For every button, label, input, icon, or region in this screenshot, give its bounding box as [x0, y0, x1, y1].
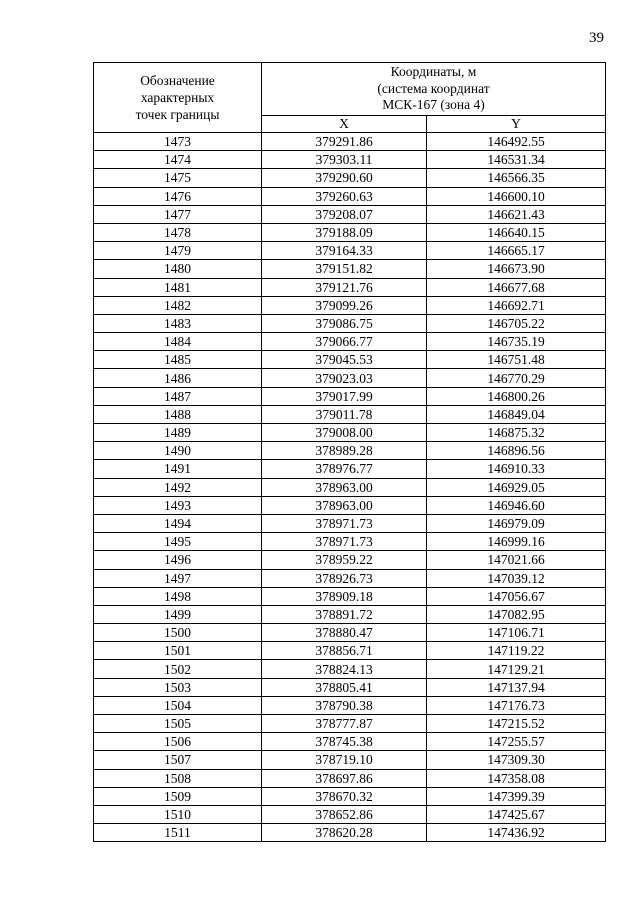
x-coordinate-cell: 378971.73	[262, 514, 427, 532]
point-id-cell: 1477	[94, 205, 262, 223]
point-id-cell: 1500	[94, 624, 262, 642]
table-row	[94, 642, 606, 660]
x-coordinate-cell: 379260.63	[262, 187, 427, 205]
point-header-line2: характерных	[140, 90, 215, 105]
point-id-cell: 1493	[94, 496, 262, 514]
table-row	[94, 496, 606, 514]
y-coordinate-cell: 146705.22	[427, 314, 606, 332]
y-coordinate-cell: 147119.22	[427, 642, 606, 660]
x-coordinate-cell: 378790.38	[262, 696, 427, 714]
point-id-cell: 1482	[94, 296, 262, 314]
y-coordinate-cell: 147039.12	[427, 569, 606, 587]
x-coordinate-cell: 379121.76	[262, 278, 427, 296]
x-coordinate-cell: 379188.09	[262, 223, 427, 241]
y-coordinate-cell: 146531.34	[427, 151, 606, 169]
table-row	[94, 333, 606, 351]
y-coordinate-cell: 146492.55	[427, 133, 606, 151]
y-coordinate-cell: 146979.09	[427, 514, 606, 532]
table-row	[94, 351, 606, 369]
point-id-cell: 1510	[94, 805, 262, 823]
table-row	[94, 278, 606, 296]
point-id-cell: 1488	[94, 405, 262, 423]
y-coordinate-cell: 146929.05	[427, 478, 606, 496]
table-row	[94, 624, 606, 642]
table-row	[94, 151, 606, 169]
table-row	[94, 551, 606, 569]
y-coordinate-cell: 146692.71	[427, 296, 606, 314]
table-row	[94, 751, 606, 769]
x-coordinate-cell: 379066.77	[262, 333, 427, 351]
x-coordinate-cell: 378805.41	[262, 678, 427, 696]
x-coordinate-cell: 379151.82	[262, 260, 427, 278]
point-column-header	[94, 63, 262, 133]
point-id-cell: 1507	[94, 751, 262, 769]
x-coordinate-cell: 379303.11	[262, 151, 427, 169]
table-row	[94, 533, 606, 551]
point-id-cell: 1511	[94, 824, 262, 842]
y-coordinate-cell: 147215.52	[427, 715, 606, 733]
x-coordinate-cell: 378971.73	[262, 533, 427, 551]
table-row	[94, 660, 606, 678]
table-row	[94, 769, 606, 787]
point-id-cell: 1504	[94, 696, 262, 714]
point-id-cell: 1487	[94, 387, 262, 405]
x-coordinate-cell: 378880.47	[262, 624, 427, 642]
x-coordinate-cell: 378976.77	[262, 460, 427, 478]
y-coordinate-cell: 146800.26	[427, 387, 606, 405]
point-id-cell: 1503	[94, 678, 262, 696]
point-id-cell: 1481	[94, 278, 262, 296]
point-id-cell: 1485	[94, 351, 262, 369]
x-coordinate-cell: 379208.07	[262, 205, 427, 223]
y-coordinate-cell: 146849.04	[427, 405, 606, 423]
table-row	[94, 787, 606, 805]
table-row	[94, 587, 606, 605]
x-coordinate-cell: 378926.73	[262, 569, 427, 587]
table-row	[94, 296, 606, 314]
table-row	[94, 514, 606, 532]
x-coordinate-cell: 378652.86	[262, 805, 427, 823]
x-coordinate-cell: 379099.26	[262, 296, 427, 314]
coords-header-line1: Координаты, м	[390, 64, 477, 79]
x-coordinate-cell: 378959.22	[262, 551, 427, 569]
y-coordinate-cell: 147425.67	[427, 805, 606, 823]
point-header-line3: точек границы	[135, 107, 220, 122]
table-row	[94, 696, 606, 714]
point-header-line1: Обозначение	[140, 73, 215, 88]
y-coordinate-cell: 147255.57	[427, 733, 606, 751]
y-coordinate-cell: 146735.19	[427, 333, 606, 351]
point-id-cell: 1476	[94, 187, 262, 205]
y-coordinate-cell: 146677.68	[427, 278, 606, 296]
x-coordinate-cell: 378697.86	[262, 769, 427, 787]
y-coordinate-cell: 146621.43	[427, 205, 606, 223]
y-coordinate-cell: 147129.21	[427, 660, 606, 678]
x-coordinate-cell: 379086.75	[262, 314, 427, 332]
point-id-cell: 1478	[94, 223, 262, 241]
x-coordinate-cell: 378777.87	[262, 715, 427, 733]
x-coordinate-cell: 379164.33	[262, 242, 427, 260]
x-coordinate-cell: 379290.60	[262, 169, 427, 187]
x-column-header: X	[262, 115, 427, 133]
point-id-cell: 1492	[94, 478, 262, 496]
x-coordinate-cell: 379008.00	[262, 424, 427, 442]
coordinates-table	[93, 62, 606, 842]
table-row	[94, 442, 606, 460]
table-row	[94, 169, 606, 187]
y-column-header: Y	[427, 115, 606, 133]
table-row	[94, 369, 606, 387]
table-row	[94, 260, 606, 278]
x-coordinate-cell: 379045.53	[262, 351, 427, 369]
point-id-cell: 1509	[94, 787, 262, 805]
point-id-cell: 1479	[94, 242, 262, 260]
point-id-cell: 1505	[94, 715, 262, 733]
table-row	[94, 133, 606, 151]
table-row	[94, 715, 606, 733]
x-coordinate-cell: 378856.71	[262, 642, 427, 660]
point-id-cell: 1483	[94, 314, 262, 332]
table-row	[94, 405, 606, 423]
y-coordinate-cell: 147309.30	[427, 751, 606, 769]
point-id-cell: 1494	[94, 514, 262, 532]
y-coordinate-cell: 147082.95	[427, 605, 606, 623]
point-id-cell: 1480	[94, 260, 262, 278]
point-id-cell: 1489	[94, 424, 262, 442]
point-id-cell: 1501	[94, 642, 262, 660]
x-coordinate-cell: 378989.28	[262, 442, 427, 460]
point-id-cell: 1495	[94, 533, 262, 551]
table-row	[94, 387, 606, 405]
page-number: 39	[589, 30, 604, 46]
table-row	[94, 733, 606, 751]
x-coordinate-cell: 379291.86	[262, 133, 427, 151]
y-coordinate-cell: 146566.35	[427, 169, 606, 187]
table-row	[94, 314, 606, 332]
table-row	[94, 605, 606, 623]
point-id-cell: 1475	[94, 169, 262, 187]
x-coordinate-cell: 379011.78	[262, 405, 427, 423]
point-id-cell: 1497	[94, 569, 262, 587]
table-row	[94, 205, 606, 223]
x-coordinate-cell: 378719.10	[262, 751, 427, 769]
x-coordinate-cell: 378891.72	[262, 605, 427, 623]
table-row	[94, 424, 606, 442]
point-id-cell: 1498	[94, 587, 262, 605]
point-id-cell: 1491	[94, 460, 262, 478]
point-id-cell: 1496	[94, 551, 262, 569]
point-id-cell: 1484	[94, 333, 262, 351]
coordinates-column-header	[262, 63, 606, 116]
x-coordinate-cell: 378745.38	[262, 733, 427, 751]
y-coordinate-cell: 147106.71	[427, 624, 606, 642]
table-header	[94, 63, 606, 133]
point-id-cell: 1506	[94, 733, 262, 751]
table-row	[94, 242, 606, 260]
x-coordinate-cell: 378824.13	[262, 660, 427, 678]
y-coordinate-cell: 146640.15	[427, 223, 606, 241]
y-coordinate-cell: 147021.66	[427, 551, 606, 569]
y-coordinate-cell: 146910.33	[427, 460, 606, 478]
point-id-cell: 1486	[94, 369, 262, 387]
table-row	[94, 478, 606, 496]
y-coordinate-cell: 146999.16	[427, 533, 606, 551]
table-row	[94, 678, 606, 696]
point-id-cell: 1490	[94, 442, 262, 460]
y-coordinate-cell: 146770.29	[427, 369, 606, 387]
y-coordinate-cell: 147436.92	[427, 824, 606, 842]
table-body	[94, 133, 606, 842]
y-coordinate-cell: 146896.56	[427, 442, 606, 460]
x-coordinate-cell: 378963.00	[262, 478, 427, 496]
y-coordinate-cell: 147056.67	[427, 587, 606, 605]
y-coordinate-cell: 146875.32	[427, 424, 606, 442]
y-coordinate-cell: 147137.94	[427, 678, 606, 696]
point-id-cell: 1474	[94, 151, 262, 169]
point-id-cell: 1499	[94, 605, 262, 623]
y-coordinate-cell: 146946.60	[427, 496, 606, 514]
y-coordinate-cell: 146673.90	[427, 260, 606, 278]
y-coordinate-cell: 146665.17	[427, 242, 606, 260]
x-coordinate-cell: 378620.28	[262, 824, 427, 842]
y-coordinate-cell: 146751.48	[427, 351, 606, 369]
y-coordinate-cell: 146600.10	[427, 187, 606, 205]
y-coordinate-cell: 147176.73	[427, 696, 606, 714]
x-coordinate-cell: 379023.03	[262, 369, 427, 387]
x-coordinate-cell: 378909.18	[262, 587, 427, 605]
x-coordinate-cell: 379017.99	[262, 387, 427, 405]
point-id-cell: 1502	[94, 660, 262, 678]
point-id-cell: 1473	[94, 133, 262, 151]
y-coordinate-cell: 147399.39	[427, 787, 606, 805]
table-row	[94, 223, 606, 241]
table-row	[94, 187, 606, 205]
coords-header-line2: (система координат	[377, 80, 490, 96]
x-coordinate-cell: 378670.32	[262, 787, 427, 805]
table-row	[94, 460, 606, 478]
coords-header-line3: МСК-167 (зона 4)	[382, 97, 485, 112]
table-row	[94, 824, 606, 842]
table-row	[94, 569, 606, 587]
point-id-cell: 1508	[94, 769, 262, 787]
x-coordinate-cell: 378963.00	[262, 496, 427, 514]
table-row	[94, 805, 606, 823]
y-coordinate-cell: 147358.08	[427, 769, 606, 787]
